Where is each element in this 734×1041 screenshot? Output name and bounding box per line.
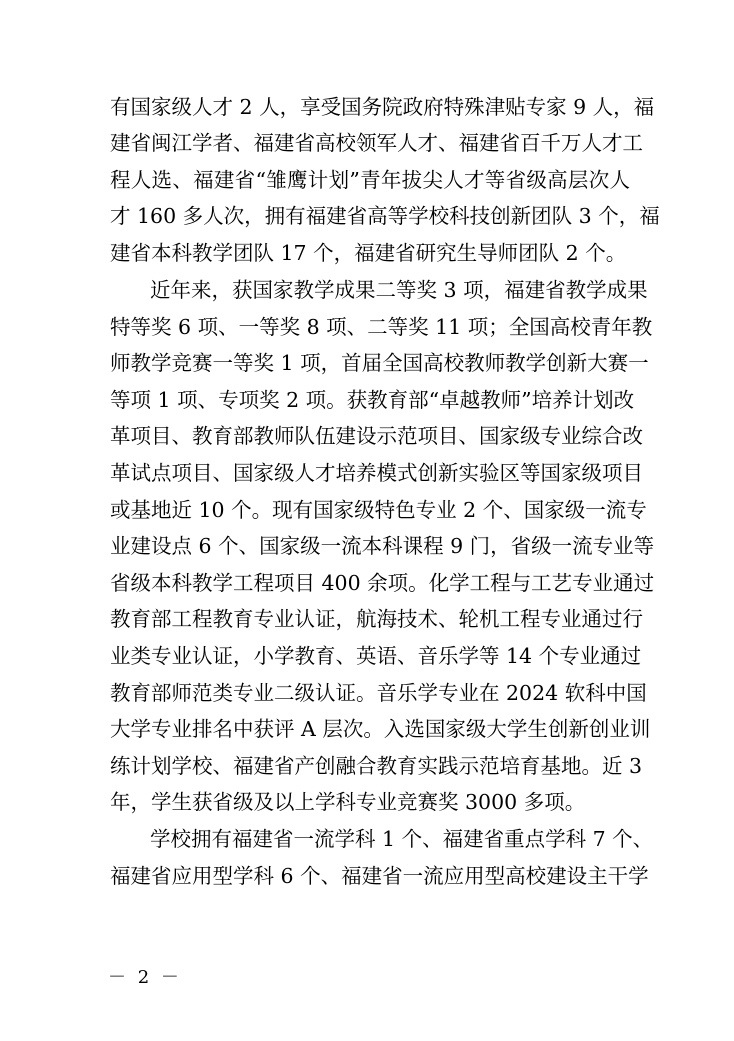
text-line: 大学专业排名中获评 A 层次。入选国家级大学生创新创业训	[110, 717, 651, 741]
text-line: 或基地近 10 个。现有国家级特色专业 2 个、国家级一流专	[110, 498, 647, 522]
text-line: 革试点项目、国家级人才培养模式创新实验区等国家级项目	[110, 461, 643, 485]
text-line: 练计划学校、福建省产创融合教育实践示范培育基地。近 3	[110, 754, 643, 778]
text-line: 年，学生获省级及以上学科专业竞赛奖 3000 多项。	[110, 790, 586, 814]
text-line: 省级本科教学工程项目 400 余项。化学工程与工艺专业通过	[110, 571, 655, 595]
text-line: 师教学竞赛一等奖 1 项，首届全国高校教师教学创新大赛一	[110, 351, 649, 375]
text-line: 革项目、教育部教师队伍建设示范项目、国家级专业综合改	[110, 424, 643, 448]
text-line: 福建省应用型学科 6 个、福建省一流应用型高校建设主干学	[110, 864, 649, 888]
page-number: － 2 －	[108, 967, 182, 988]
text-line: 教育部工程教育专业认证，航海技术、轮机工程专业通过行	[110, 607, 643, 631]
text-line: 程人选、福建省“雏鹰计划”青年拔尖人才等省级高层次人	[110, 168, 630, 192]
text-line: 有国家级人才 2 人，享受国务院政府特殊津贴专家 9 人，福	[110, 95, 655, 119]
text-line: 业建设点 6 个、国家级一流本科课程 9 门，省级一流专业等	[110, 534, 655, 558]
paragraph-first-line: 近年来，获国家教学成果二等奖 3 项，福建省教学成果	[150, 278, 648, 302]
text-line: 建省闽江学者、福建省高校领军人才、福建省百千万人才工	[110, 131, 643, 155]
text-line: 业类专业认证，小学教育、英语、音乐学等 14 个专业通过	[110, 644, 642, 668]
text-line: 建省本科教学团队 17 个，福建省研究生导师团队 2 个。	[110, 241, 627, 265]
text-line: 特等奖 6 项、一等奖 8 项、二等奖 11 项；全国高校青年教	[110, 315, 653, 339]
text-line: 才 160 多人次，拥有福建省高等学校科技创新团队 3 个，福	[110, 204, 660, 228]
paragraph-first-line: 学校拥有福建省一流学科 1 个、福建省重点学科 7 个、	[150, 827, 654, 851]
text-line: 等项 1 项、专项奖 2 项。获教育部“卓越教师”培养计划改	[110, 388, 635, 412]
text-line: 教育部师范类专业二级认证。音乐学专业在 2024 软科中国	[110, 681, 647, 705]
